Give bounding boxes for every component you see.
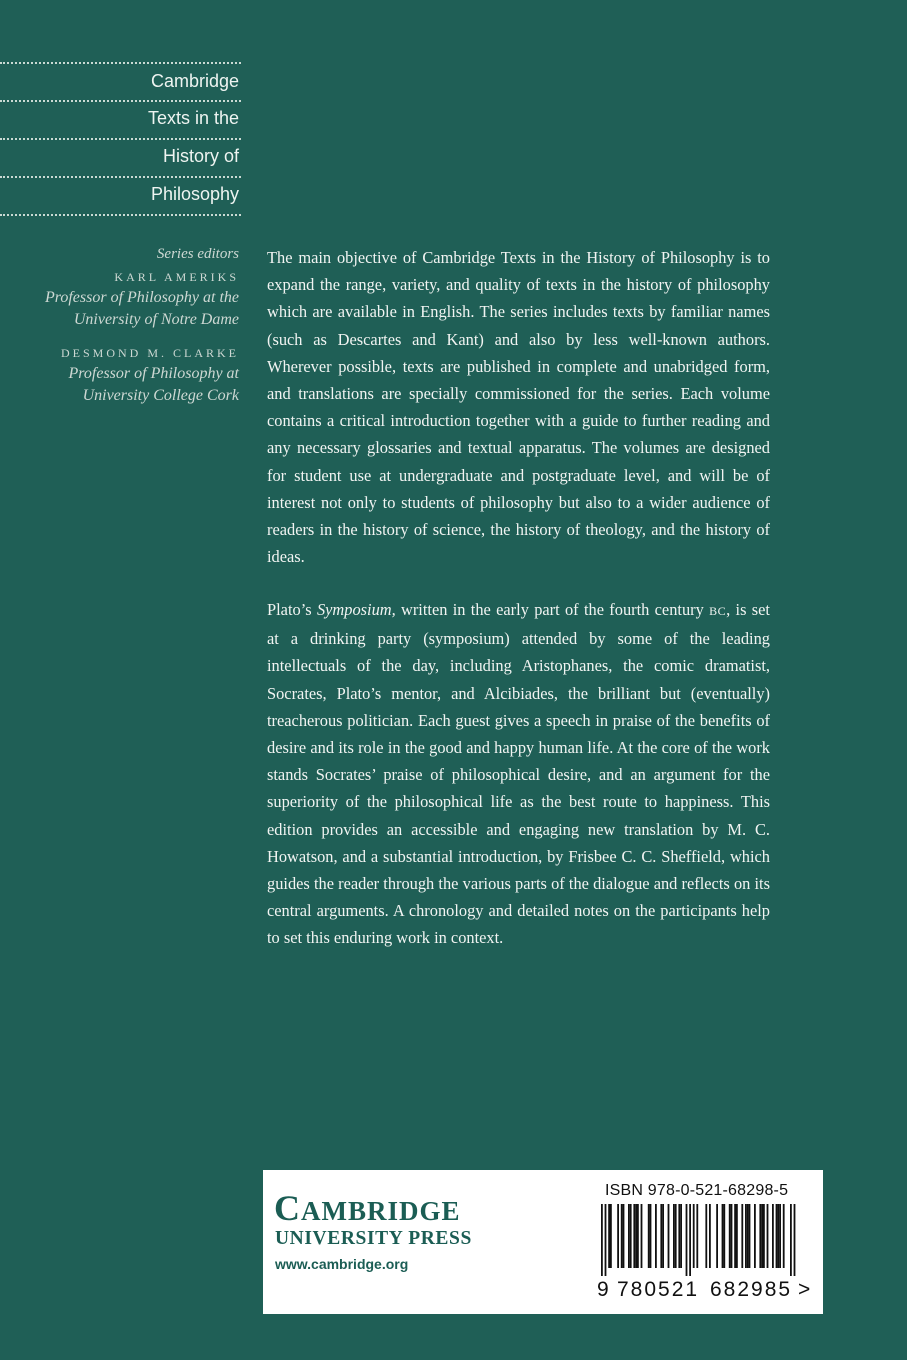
- barcode-bar: [783, 1204, 785, 1268]
- barcode-bar: [790, 1204, 792, 1276]
- barcode-digits-left: 780521: [617, 1278, 700, 1301]
- publisher-initial: C: [274, 1188, 301, 1228]
- editor-name: KARL AMERIKS: [114, 270, 239, 284]
- barcode-bar: [650, 1204, 652, 1268]
- barcode-bar: [794, 1204, 796, 1276]
- barcode-bar: [623, 1204, 625, 1268]
- barcode-bar: [767, 1204, 769, 1268]
- book-description-rest: , is set at a drinking party (symposium) attended by some of the leading intellectuals of the day, including Aristophanes, the comic dramatist, Socrates, Plato’s mentor, and Alcibiades, the brilliant but (eventually) treacherous politician. Each guest gives a speech in praise of the benefits of desire and its role in the good and happy human life. At the core of the work stands Socrates’ praise of philosophical desire, and an argument for the superiority of the philosophical life as the best route to happiness. This edition provides an accessible and engaging new translation by M. C. Howatson, and a substantial introduction, by Frisbee C. C. Sheffield, which guides the reader through the various parts of the dialogue and reflects on its central arguments. A chronology and detailed notes on the participants help to set this enduring work in context.: [267, 600, 770, 948]
- barcode-bar: [723, 1204, 725, 1268]
- barcode-bar: [731, 1204, 733, 1268]
- barcode-bar: [678, 1204, 680, 1268]
- barcode-bar: [716, 1204, 718, 1268]
- barcode-bar: [628, 1204, 630, 1268]
- barcode-bar: [722, 1204, 724, 1268]
- barcode-digit-first: 9: [597, 1278, 611, 1301]
- publisher-panel: [263, 1170, 823, 1314]
- barcode-bar: [736, 1204, 738, 1268]
- era-label: BC: [709, 604, 727, 618]
- barcode-bar: [630, 1204, 632, 1268]
- barcode-bar: [660, 1204, 662, 1268]
- barcode-bar: [741, 1204, 743, 1268]
- divider-dotted: [0, 176, 241, 178]
- divider-dotted: [0, 62, 241, 64]
- barcode-bar: [610, 1204, 612, 1268]
- barcode-bar: [633, 1204, 635, 1268]
- series-title-line: History of: [162, 146, 239, 166]
- barcode-bar: [776, 1204, 778, 1268]
- publisher-name-rest: AMBRIDGE: [301, 1196, 461, 1226]
- isbn-label: ISBN 978-0-521-68298-5: [605, 1182, 789, 1199]
- barcode-bar: [601, 1204, 603, 1276]
- divider-dotted: [0, 138, 241, 140]
- barcode-bar: [734, 1204, 736, 1268]
- barcode-bar: [662, 1204, 664, 1268]
- series-editors-label: Series editors: [156, 246, 239, 262]
- barcode-bar: [648, 1204, 650, 1268]
- barcode-bar: [608, 1204, 610, 1268]
- series-description: The main objective of Cambridge Texts in the History of Philosophy is to expand the range, variety, and quality of texts in the history of philosophy which are available in English. The series includes texts by familiar names (such as Descartes and Kant) and also by less well-known authors. Wherever possible, texts are published in complete and unabridged form, and translations are specially commissioned for the series. Each volume contains a critical introduction together with a guide to further reading and any necessary glossaries and textual apparatus. The volumes are designed for student use at undergraduate and postgraduate level, and will be of interest not only to students of philosophy but also to a wider audience of readers in the history of science, the history of theology, and the history of ideas.: [267, 248, 770, 567]
- book-description-mid: written in the early part of the fourth century: [395, 600, 710, 619]
- publisher-logo-name: [274, 1188, 461, 1228]
- divider-dotted: [0, 214, 241, 216]
- barcode-bar: [709, 1204, 711, 1268]
- barcode-bar: [705, 1204, 707, 1268]
- barcode-bar: [763, 1204, 765, 1268]
- editor-affiliation: University of Notre Dame: [73, 311, 239, 328]
- barcode-bar: [779, 1204, 781, 1268]
- editor-affiliation: Professor of Philosophy at the: [44, 289, 239, 306]
- series-title-line: Cambridge: [150, 71, 239, 91]
- barcode-bar: [605, 1204, 607, 1276]
- barcode-digits-right: 682985: [710, 1278, 793, 1301]
- barcode-bar: [686, 1204, 688, 1276]
- editor-name: DESMOND M. CLARKE: [60, 346, 239, 360]
- barcode-icon: [597, 1204, 807, 1276]
- barcode-bar: [749, 1204, 751, 1268]
- barcode-bar: [777, 1204, 779, 1268]
- barcode-bar: [761, 1204, 763, 1268]
- barcode-bar: [747, 1204, 749, 1268]
- book-title: Symposium,: [316, 600, 396, 619]
- barcode-bar: [754, 1204, 756, 1268]
- barcode-bar: [745, 1204, 747, 1268]
- barcode-bar: [729, 1204, 731, 1268]
- barcode-bar: [673, 1204, 675, 1268]
- barcode-bar: [641, 1204, 643, 1268]
- editor-affiliation: Professor of Philosophy at: [68, 365, 239, 382]
- barcode-bar: [635, 1204, 637, 1268]
- barcode-arrow: >: [798, 1278, 813, 1301]
- barcode-bar: [693, 1204, 695, 1268]
- editor-affiliation: University College Cork: [82, 387, 239, 404]
- barcode-bar: [617, 1204, 619, 1268]
- barcode-bar: [696, 1204, 698, 1268]
- book-description: [267, 596, 770, 952]
- barcode-bar: [772, 1204, 774, 1268]
- barcode-bar: [655, 1204, 657, 1268]
- barcode-bar: [637, 1204, 639, 1268]
- barcode-bar: [680, 1204, 682, 1268]
- publisher-press: UNIVERSITY PRESS: [275, 1228, 472, 1249]
- series-title-line: Philosophy: [150, 184, 239, 204]
- series-title-line: Texts in the: [147, 108, 239, 128]
- barcode-bar: [668, 1204, 670, 1268]
- barcode-bar: [759, 1204, 761, 1268]
- barcode-bar: [689, 1204, 691, 1276]
- series-editors: [0, 243, 239, 407]
- publisher-url[interactable]: www.cambridge.org: [275, 1256, 409, 1272]
- barcode-bar: [675, 1204, 677, 1268]
- book-description-start: Plato’s: [267, 600, 317, 619]
- divider-dotted: [0, 100, 241, 102]
- barcode-bar: [621, 1204, 623, 1268]
